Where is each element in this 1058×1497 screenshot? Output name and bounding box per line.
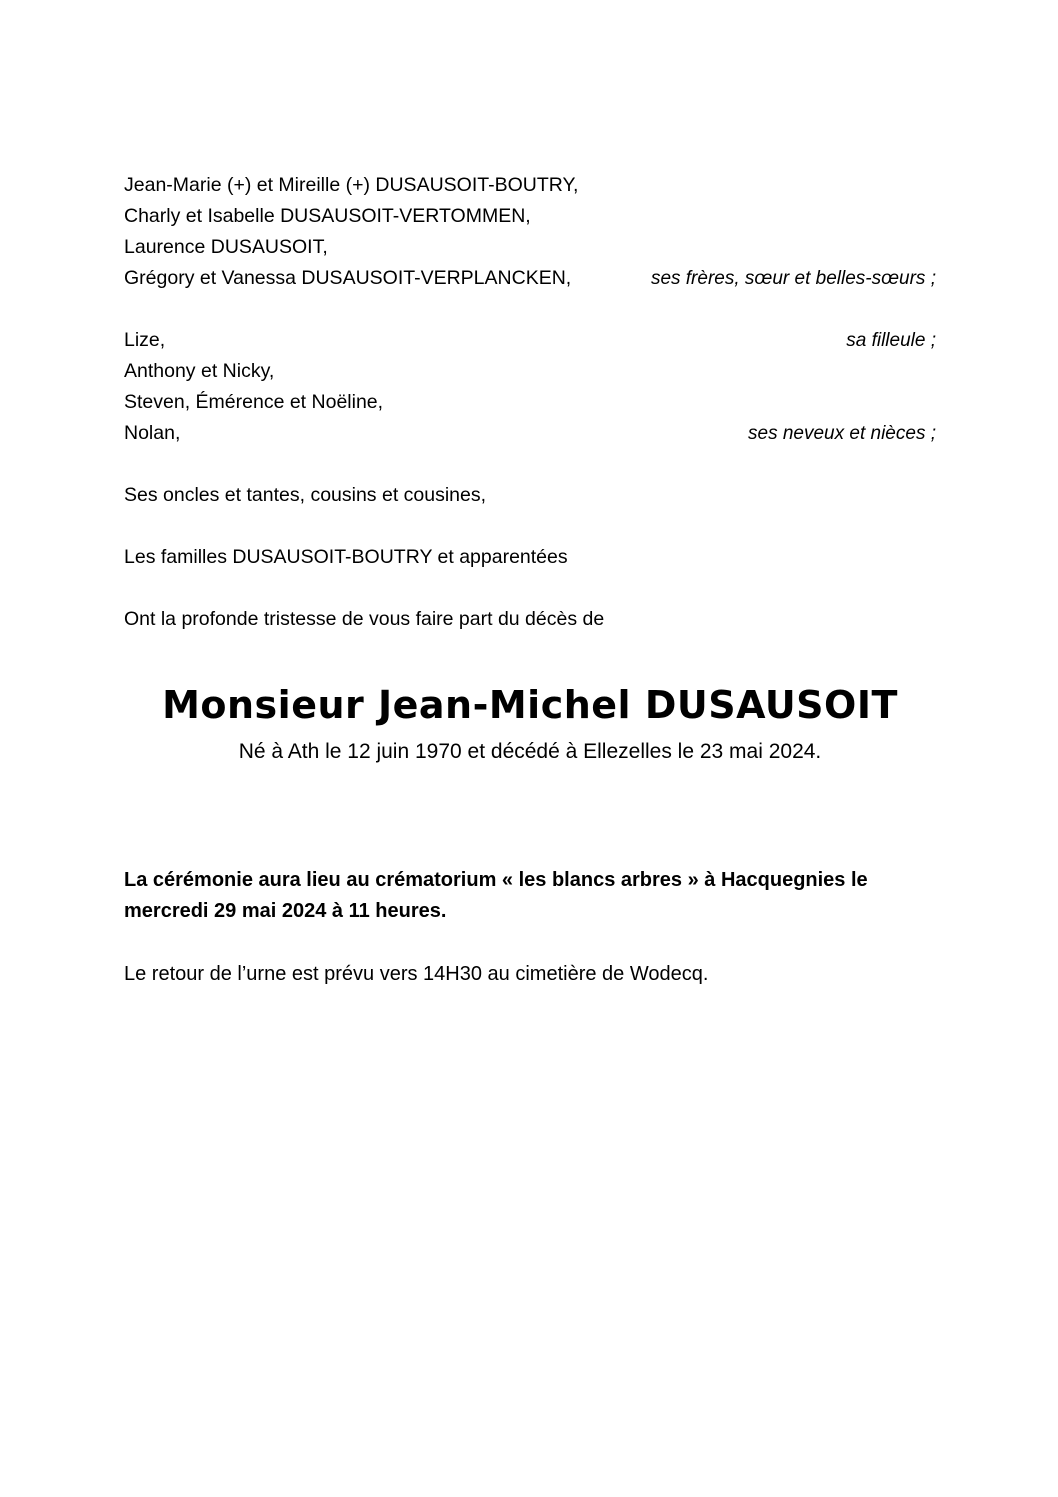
nephews-nieces-block: [124, 325, 936, 449]
family-line: [124, 201, 936, 232]
deceased-block: [124, 681, 936, 769]
relative-line-left: Steven, Émérence et Noëline,: [124, 391, 384, 413]
family-line: [124, 263, 936, 294]
relative-line-left: Lize,: [124, 329, 166, 351]
families-line: Les familles DUSAUSOIT-BOUTRY et apparentées: [124, 546, 568, 568]
family-line-right: ses frères, sœur et belles-sœurs ;: [650, 268, 936, 289]
deceased-dates: Né à Ath le 12 juin 1970 et décédé à Ellezelles le 23 mai 2024.: [238, 740, 822, 763]
relative-line-right: ses neveux et nièces ;: [748, 423, 936, 444]
deceased-name: Monsieur Jean-Michel DUSAUSOIT: [162, 683, 898, 727]
ceremony-text: La cérémonie aura lieu au crématorium « les blancs arbres » à Hacquegnies le mercredi 29 mai 2024 à 11 heures.: [124, 869, 868, 922]
spacer: [124, 449, 936, 480]
uncles-aunts-line: Ses oncles et tantes, cousins et cousines,: [124, 484, 487, 506]
relative-line: [124, 387, 936, 418]
obituary-content: [124, 170, 936, 990]
spacer: [124, 573, 936, 604]
relative-line-left: Nolan,: [124, 422, 181, 444]
family-line-left: Jean-Marie (+) et Mireille (+) DUSAUSOIT-BOUTRY,: [124, 174, 579, 196]
relative-line: [124, 418, 936, 449]
family-line: [124, 170, 936, 201]
spacer: [124, 294, 936, 325]
family-siblings-block: [124, 170, 936, 294]
relative-line: [124, 356, 936, 387]
family-line-left: Grégory et Vanessa DUSAUSOIT-VERPLANCKEN,: [124, 267, 572, 289]
family-line: [124, 232, 936, 263]
relative-line-right: sa filleule ;: [846, 330, 936, 351]
relative-line-left: Anthony et Nicky,: [124, 360, 275, 382]
family-line-left: Charly et Isabelle DUSAUSOIT-VERTOMMEN,: [124, 205, 531, 227]
urn-return-text: Le retour de l’urne est prévu vers 14H30 au cimetière de Wodecq.: [124, 963, 709, 985]
relative-line: [124, 325, 936, 356]
family-line-left: Laurence DUSAUSOIT,: [124, 236, 328, 258]
announcement-line: Ont la profonde tristesse de vous faire part du décès de: [124, 608, 605, 630]
spacer: [124, 511, 936, 542]
